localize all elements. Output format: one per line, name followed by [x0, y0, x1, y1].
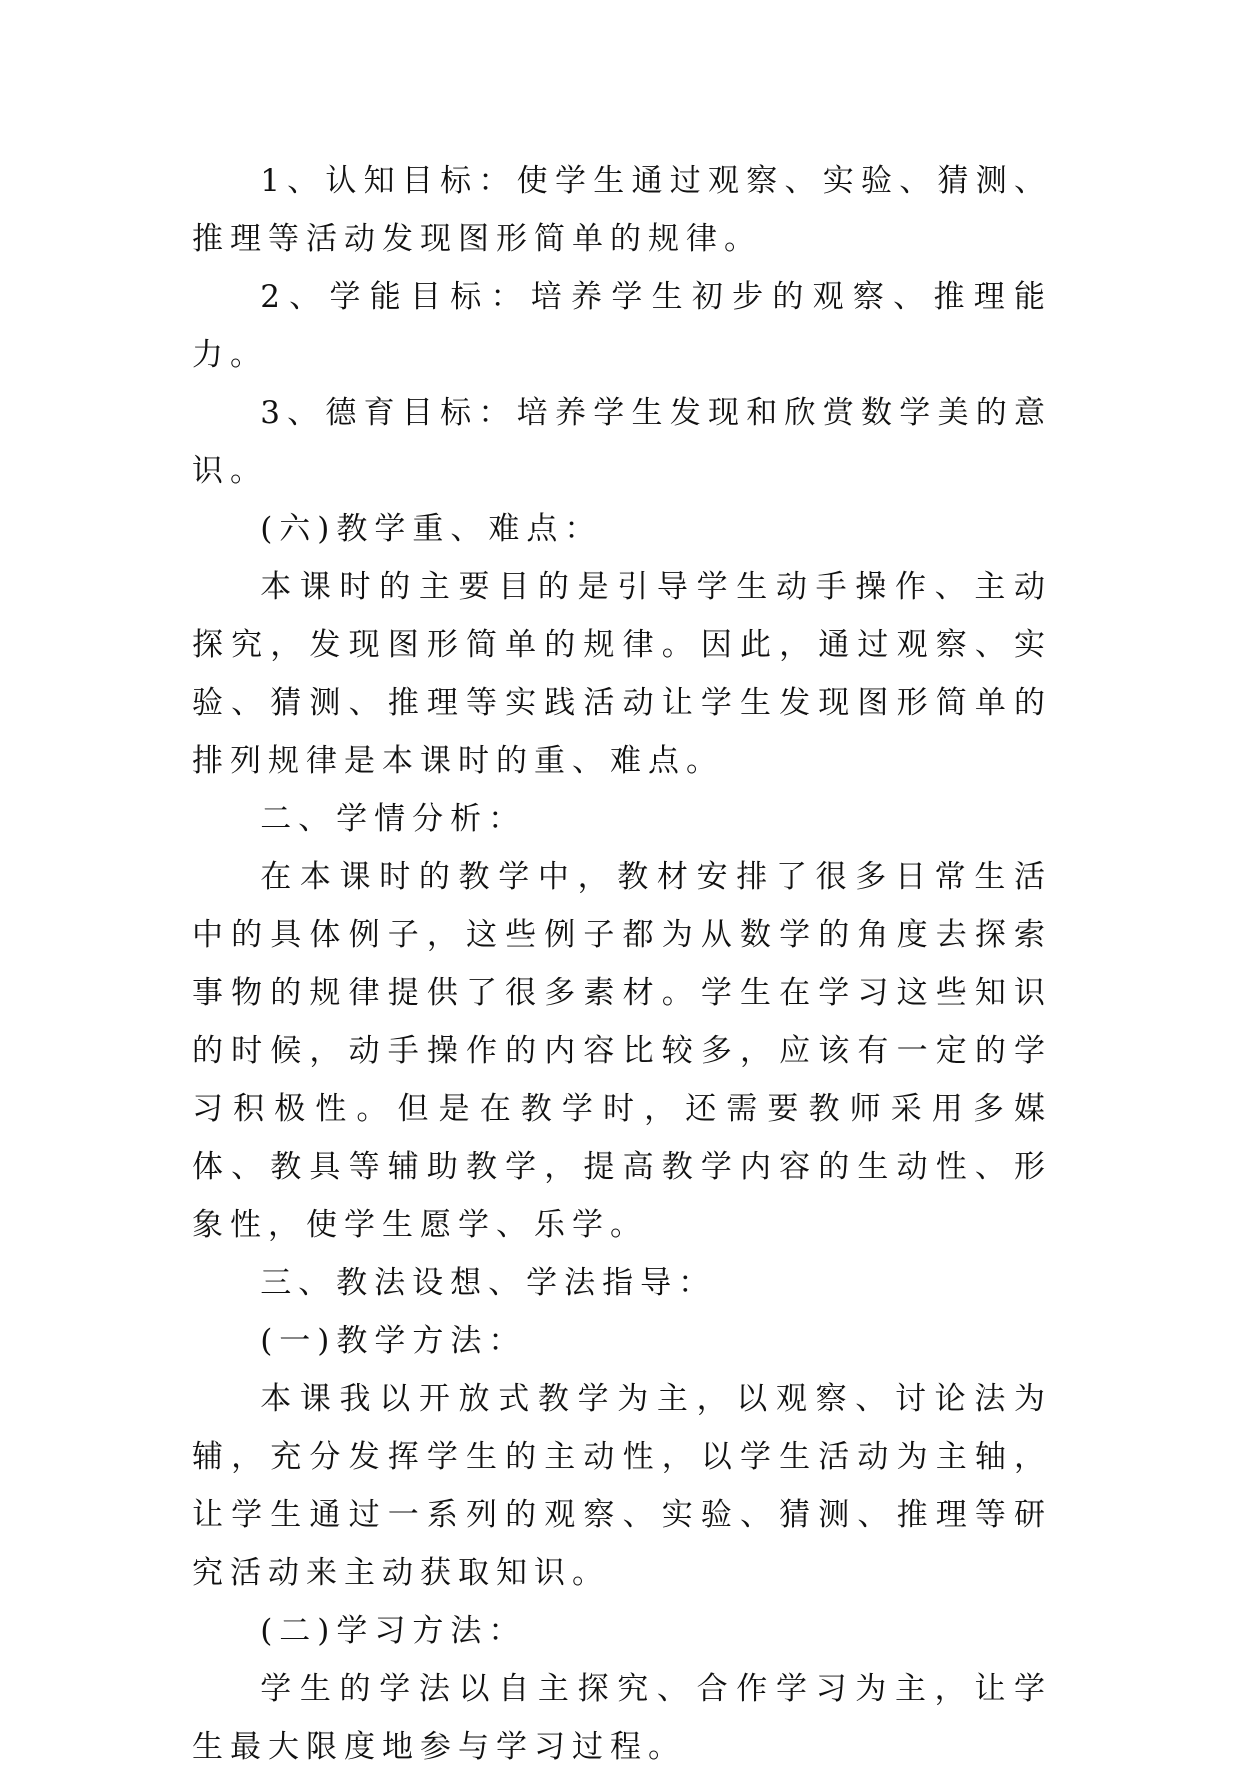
paragraph-learning-method: 学生的学法以自主探究、合作学习为主，让学生最大限度地参与学习过程。 — [192, 1671, 1052, 1765]
heading-learning-method: (二)学习方法： — [260, 1613, 527, 1649]
paragraph-ability-goal: 2、学能目标：培养学生初步的观察、推理能力。 — [192, 279, 1052, 373]
heading-teaching-method: (一)教学方法： — [260, 1323, 527, 1359]
heading-key-points: (六)教学重、难点： — [260, 511, 603, 547]
paragraph-student-analysis: 在本课时的教学中，教材安排了很多日常生活中的具体例子，这些例子都为从数学的角度去探索事物的规律提供了很多素材。学生在学习这些知识的时候，动手操作的内容比较多，应该有一定的学习积极性。但是在教学时，还需要教师采用多媒体、教具等辅助教学，提高教学内容的生动性、形象性，使学生愿学、乐学。 — [192, 859, 1052, 1243]
paragraph-cognitive-goal: 1、认知目标：使学生通过观察、实验、猜测、推理等活动发现图形简单的规律。 — [192, 163, 1052, 257]
heading-teaching-methods-overview: 三、教法设想、学法指导： — [260, 1265, 717, 1301]
paragraph-moral-goal: 3、德育目标：培养学生发现和欣赏数学美的意识。 — [192, 395, 1052, 489]
heading-student-analysis: 二、学情分析： — [260, 801, 527, 837]
paragraph-teaching-method: 本课我以开放式教学为主，以观察、讨论法为辅，充分发挥学生的主动性，以学生活动为主轴，让学生通过一系列的观察、实验、猜测、推理等研究活动来主动获取知识。 — [192, 1381, 1052, 1591]
document-body — [192, 152, 1052, 1776]
paragraph-key-points: 本课时的主要目的是引导学生动手操作、主动探究，发现图形简单的规律。因此，通过观察、实验、猜测、推理等实践活动让学生发现图形简单的排列规律是本课时的重、难点。 — [192, 569, 1052, 779]
